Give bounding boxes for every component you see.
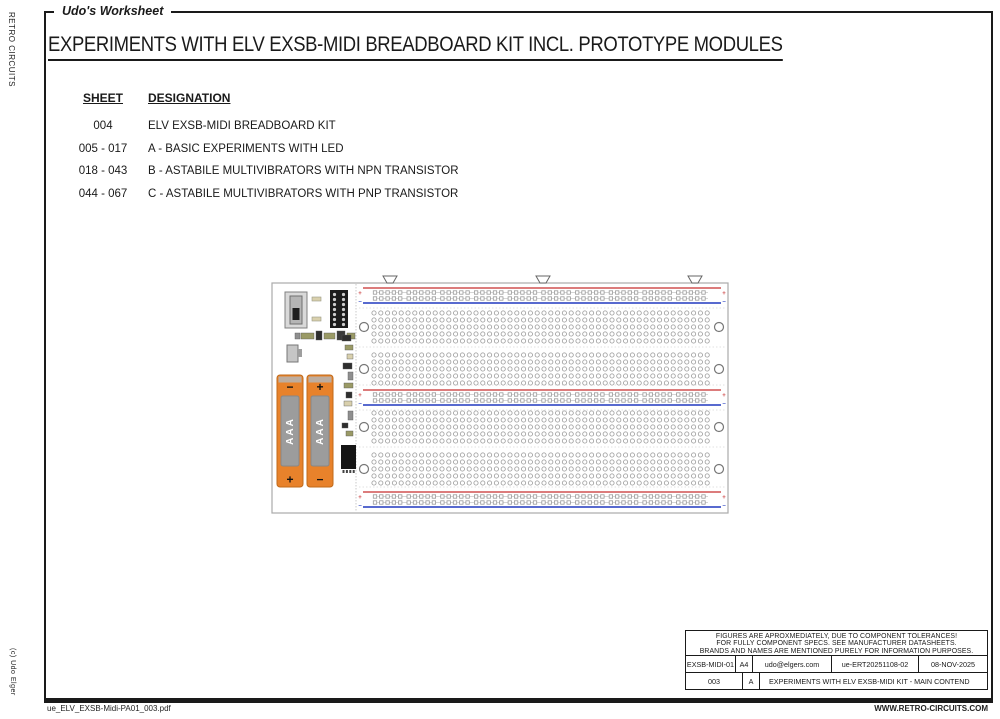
designation-text: C - ASTABILE MULTIVIBRATORS WITH PNP TRANSISTOR [148,187,459,200]
breadboard-kit-image [271,275,730,515]
sheet-number-cell: 003 [685,672,743,690]
svg-text:+: + [722,393,726,399]
svg-text:−: − [286,380,294,394]
sheet-number: 044 - 067 [78,187,128,200]
paper-size: A4 [735,655,753,673]
disclaimer-box [685,630,988,656]
website-url: WWW.RETRO-CIRCUITS.COM [874,704,988,713]
sheet-table-row [78,165,459,177]
svg-text:+: + [722,291,726,297]
svg-text:−: − [358,503,362,510]
svg-text:+: + [358,291,362,297]
svg-text:−: − [358,299,362,306]
document-title: EXPERIMENTS WITH ELV EXSB-MIDI BREADBOARD KIT INCL. PROTOTYPE MODULES [48,33,783,61]
sheet-table-row [78,120,459,132]
author-email: udo@elgers.com [752,655,832,673]
svg-text:−: − [722,299,726,306]
side-label-copyright: (c) Udo Elger [9,648,16,696]
svg-text:AAA: AAA [285,417,296,445]
svg-text:AAA: AAA [315,417,326,445]
side-label-retro-circuits: RETRO CIRCUITS [7,12,16,87]
designation-text: B - ASTABILE MULTIVIBRATORS WITH NPN TRANSISTOR [148,165,459,177]
svg-text:+: + [286,472,294,487]
sheet-table-row [78,143,459,155]
svg-text:+: + [316,380,324,394]
disclaimer-line: FIGURES ARE APROXMEDIATELY, DUE TO COMPONENT TOLERANCES! [715,633,958,640]
document-id: EXSB-MIDI-01 [685,655,736,673]
worksheet-label: Udo's Worksheet [54,4,171,18]
file-name: ue_ELV_EXSB-Midi-PA01_003.pdf [47,704,171,713]
sheet-number: 005 - 017 [78,142,128,155]
title-block [685,630,988,690]
designation-text: ELV EXSB-MIDI BREADBOARD KIT [148,120,336,132]
sheet-table [78,92,459,210]
disclaimer-line: FOR FULLY COMPONENT SPECS. SEE MANUFACTURER DATASHEETS. [716,640,957,648]
designation-text: A - BASIC EXPERIMENTS WITH LED [148,142,344,155]
title-block-sheet-row [685,672,988,690]
sheet-table-header [78,92,459,104]
svg-text:−: − [722,503,726,510]
sheet-table-row [78,188,459,200]
sheet-number: 018 - 043 [78,165,128,177]
svg-text:+: + [722,495,726,501]
sheet-description: EXPERIMENTS WITH ELV EXSB-MIDI KIT - MAIN CONTEND [759,672,988,690]
title-block-meta-row [685,655,988,673]
svg-text:+: + [358,495,362,501]
designation-column-header: DESIGNATION [148,91,231,105]
sheet-number: 004 [93,120,113,132]
disclaimer-line: BRANDS AND NAMES ARE MENTIONED PURELY FOR INFORMATION PURPOSES. [699,647,974,655]
svg-text:−: − [722,401,726,408]
svg-text:−: − [358,401,362,408]
reference-number: ue-ERT20251108-02 [831,655,919,673]
revision-cell: A [742,672,760,690]
document-date: 08-NOV-2025 [918,655,988,673]
svg-text:−: − [316,472,324,487]
sheet-column-header: SHEET [82,91,123,105]
svg-text:+: + [358,393,362,399]
